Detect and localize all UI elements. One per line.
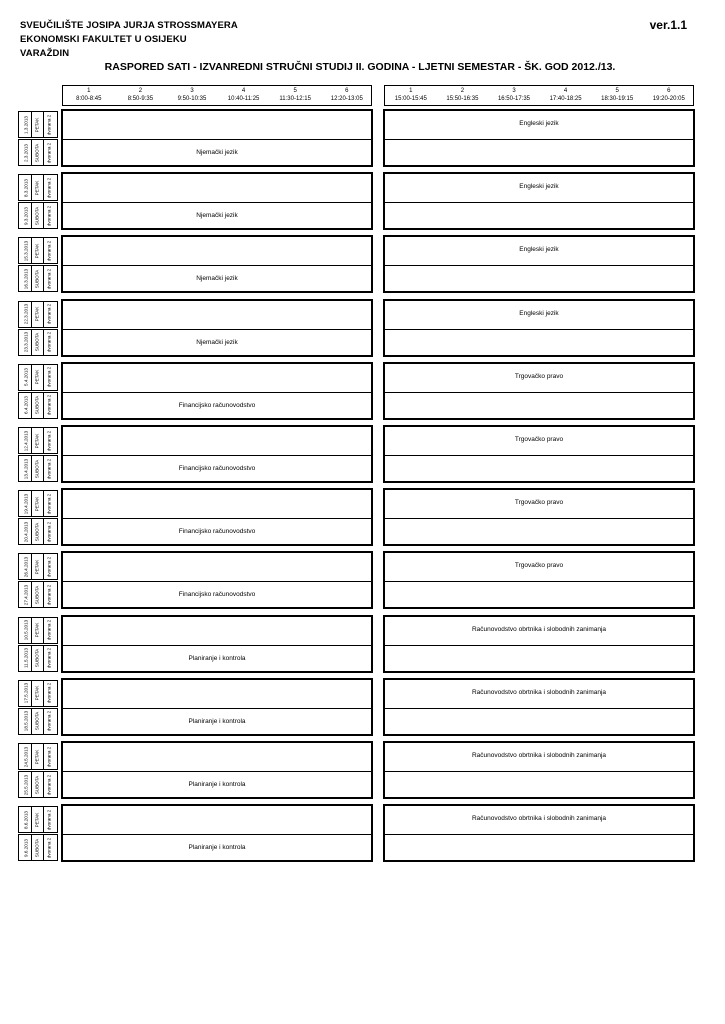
time-slot bbox=[437, 87, 489, 103]
label-divider bbox=[31, 519, 32, 544]
friday-subject: Računovodstvo obrtnika i slobodnih zanimanja bbox=[471, 625, 607, 633]
day-divider bbox=[63, 392, 371, 393]
label-divider bbox=[43, 140, 44, 165]
day-divider bbox=[63, 834, 371, 835]
day-label: PETAK bbox=[34, 685, 40, 701]
room-label: dvorana 2 bbox=[46, 367, 52, 388]
time-slot-time: 9:50-10:35 bbox=[177, 96, 207, 102]
friday-subject: Računovodstvo obrtnika i slobodnih zanimanja bbox=[471, 815, 607, 823]
week-labels bbox=[18, 362, 58, 420]
afternoon-schedule bbox=[383, 172, 695, 230]
morning-schedule bbox=[61, 109, 373, 167]
week-row bbox=[18, 551, 694, 609]
day-divider bbox=[385, 202, 693, 203]
week-labels bbox=[18, 109, 58, 167]
time-slot-number: 6 bbox=[345, 88, 349, 94]
label-divider bbox=[31, 646, 32, 671]
day-divider bbox=[385, 708, 693, 709]
date-label: 8.6.2013 bbox=[23, 810, 29, 829]
label-divider bbox=[43, 393, 44, 418]
saturday-label bbox=[18, 265, 58, 292]
version-label: ver.1.1 bbox=[649, 18, 687, 32]
time-slot bbox=[63, 87, 115, 103]
saturday-subject: Financijsko računovodstvo bbox=[178, 528, 256, 536]
date-label: 2.3.2013 bbox=[23, 143, 29, 162]
date-label: 19.4.2013 bbox=[23, 493, 29, 514]
label-divider bbox=[31, 365, 32, 390]
time-slot-number: 1 bbox=[87, 88, 91, 94]
week-row bbox=[18, 425, 694, 483]
week-labels bbox=[18, 172, 58, 230]
label-divider bbox=[43, 582, 44, 607]
time-slot-number: 2 bbox=[138, 88, 143, 94]
label-divider bbox=[43, 772, 44, 797]
institution-city: VARAŽDIN bbox=[20, 48, 70, 59]
day-label: SUBOTA bbox=[34, 585, 40, 605]
time-slot-time: 18:30-19:15 bbox=[601, 96, 634, 102]
date-label: 1.3.2013 bbox=[23, 115, 29, 134]
room-label: dvorana 2 bbox=[46, 458, 52, 479]
afternoon-schedule bbox=[383, 425, 695, 483]
saturday-label bbox=[18, 329, 58, 356]
morning-schedule bbox=[61, 804, 373, 862]
day-label: PETAK bbox=[34, 749, 40, 764]
week-row bbox=[18, 235, 694, 293]
day-label: SUBOTA bbox=[34, 269, 40, 289]
day-divider bbox=[63, 265, 371, 266]
time-slot-time: 11:30-12:15 bbox=[279, 96, 311, 102]
afternoon-schedule bbox=[383, 299, 695, 357]
time-slot-number: 2 bbox=[460, 88, 465, 94]
day-divider bbox=[385, 581, 693, 582]
friday-subject: Engleski jezik bbox=[519, 183, 559, 191]
label-divider bbox=[31, 744, 32, 769]
date-label: 10.5.2013 bbox=[23, 619, 29, 641]
day-label: PETAK bbox=[34, 243, 40, 259]
day-label: PETAK bbox=[34, 117, 40, 132]
afternoon-schedule bbox=[383, 678, 695, 736]
room-label: dvorana 2 bbox=[46, 647, 52, 669]
date-label: 13.4.2013 bbox=[23, 458, 29, 479]
label-divider bbox=[43, 330, 44, 355]
day-divider bbox=[385, 392, 693, 393]
friday-subject: Engleski jezik bbox=[519, 309, 559, 317]
time-slot bbox=[540, 87, 592, 103]
saturday-subject: Njemački jezik bbox=[196, 212, 238, 220]
day-divider bbox=[63, 202, 371, 203]
date-label: 22.3.2013 bbox=[23, 303, 29, 325]
day-label: PETAK bbox=[34, 306, 40, 322]
week-labels bbox=[18, 678, 58, 736]
week-row bbox=[18, 615, 694, 673]
friday-label bbox=[18, 174, 58, 201]
day-label: PETAK bbox=[34, 812, 40, 828]
label-divider bbox=[31, 807, 32, 832]
saturday-subject: Njemački jezik bbox=[196, 275, 238, 283]
label-divider bbox=[31, 618, 32, 643]
friday-subject: Trgovačko pravo bbox=[514, 372, 564, 380]
date-label: 16.3.2013 bbox=[23, 268, 29, 290]
week-row bbox=[18, 172, 694, 230]
saturday-subject: Financijsko računovodstvo bbox=[178, 591, 256, 599]
day-label: PETAK bbox=[34, 622, 40, 638]
saturday-label bbox=[18, 708, 58, 735]
time-slot-time: 8:00-8:45 bbox=[76, 96, 102, 102]
label-divider bbox=[31, 203, 32, 228]
afternoon-schedule bbox=[383, 741, 695, 799]
day-label: PETAK bbox=[34, 559, 40, 575]
label-divider bbox=[31, 112, 32, 137]
day-divider bbox=[63, 139, 371, 140]
week-row bbox=[18, 741, 694, 799]
time-slot-number: 3 bbox=[190, 88, 194, 94]
time-slot bbox=[385, 87, 437, 103]
day-divider bbox=[63, 708, 371, 709]
afternoon-time-slots bbox=[384, 85, 694, 106]
day-label: PETAK bbox=[34, 369, 40, 385]
day-label: SUBOTA bbox=[34, 143, 40, 162]
week-labels bbox=[18, 615, 58, 673]
friday-label bbox=[18, 111, 58, 138]
morning-schedule bbox=[61, 551, 373, 609]
label-divider bbox=[43, 554, 44, 579]
saturday-label bbox=[18, 202, 58, 229]
room-label: dvorana 2 bbox=[46, 430, 52, 451]
week-row bbox=[18, 804, 694, 862]
label-divider bbox=[31, 554, 32, 579]
time-slot-number: 3 bbox=[512, 88, 516, 94]
saturday-label bbox=[18, 392, 58, 419]
week-labels bbox=[18, 425, 58, 483]
label-divider bbox=[31, 330, 32, 355]
label-divider bbox=[43, 238, 44, 263]
friday-label bbox=[18, 237, 58, 264]
date-label: 26.4.2013 bbox=[23, 556, 29, 578]
morning-schedule bbox=[61, 235, 373, 293]
room-label: dvorana 2 bbox=[46, 837, 52, 858]
saturday-subject: Planiranje i kontrola bbox=[188, 654, 246, 662]
room-label: dvorana 2 bbox=[46, 331, 52, 353]
label-divider bbox=[43, 203, 44, 228]
day-divider bbox=[385, 329, 693, 330]
day-label: SUBOTA bbox=[34, 396, 40, 415]
friday-label bbox=[18, 617, 58, 644]
day-label: SUBOTA bbox=[34, 522, 40, 541]
morning-schedule bbox=[61, 362, 373, 420]
friday-subject: Engleski jezik bbox=[519, 120, 559, 127]
day-divider bbox=[385, 455, 693, 456]
friday-label bbox=[18, 490, 58, 517]
label-divider bbox=[31, 428, 32, 453]
label-divider bbox=[31, 491, 32, 516]
week-labels bbox=[18, 804, 58, 862]
week-row bbox=[18, 299, 694, 357]
day-label: SUBOTA bbox=[34, 206, 40, 225]
room-label: dvorana 2 bbox=[46, 114, 52, 135]
saturday-subject: Planiranje i kontrola bbox=[188, 717, 246, 725]
saturday-subject: Planiranje i kontrola bbox=[188, 844, 246, 852]
afternoon-schedule bbox=[383, 362, 695, 420]
friday-subject: Trgovačko pravo bbox=[514, 436, 564, 443]
time-slot bbox=[321, 87, 373, 103]
time-slot-time: 17:40-18:25 bbox=[549, 96, 582, 102]
day-divider bbox=[385, 265, 693, 266]
friday-label bbox=[18, 364, 58, 391]
date-label: 8.3.2013 bbox=[23, 178, 29, 197]
morning-schedule bbox=[61, 678, 373, 736]
time-slot-number: 1 bbox=[409, 88, 413, 94]
date-label: 18.5.2013 bbox=[23, 711, 29, 732]
day-label: SUBOTA bbox=[34, 648, 40, 668]
label-divider bbox=[43, 302, 44, 327]
afternoon-schedule bbox=[383, 551, 695, 609]
afternoon-schedule bbox=[383, 235, 695, 293]
label-divider bbox=[43, 365, 44, 390]
time-slot bbox=[115, 87, 167, 103]
week-labels bbox=[18, 551, 58, 609]
page-title: RASPORED SATI - IZVANREDNI STRUČNI STUDIJ II. GODINA - LJETNI SEMESTAR - ŠK. GOD 2012./13. bbox=[104, 61, 616, 73]
time-slot-time: 8:50-9:35 bbox=[127, 96, 154, 102]
label-divider bbox=[31, 266, 32, 291]
label-divider bbox=[43, 709, 44, 734]
label-divider bbox=[31, 238, 32, 263]
date-label: 9.3.2013 bbox=[23, 206, 29, 225]
room-label: dvorana 2 bbox=[46, 205, 52, 226]
day-divider bbox=[63, 518, 371, 519]
room-label: dvorana 2 bbox=[46, 683, 52, 704]
label-divider bbox=[31, 582, 32, 607]
time-slot-time: 15:50-16:35 bbox=[446, 96, 479, 102]
day-divider bbox=[385, 139, 693, 140]
friday-label bbox=[18, 680, 58, 707]
morning-schedule bbox=[61, 425, 373, 483]
label-divider bbox=[43, 681, 44, 706]
time-slot-number: 4 bbox=[241, 88, 246, 94]
day-label: SUBOTA bbox=[34, 712, 40, 731]
date-label: 15.3.2013 bbox=[23, 240, 29, 262]
label-divider bbox=[43, 519, 44, 544]
day-divider bbox=[385, 771, 693, 772]
day-divider bbox=[63, 581, 371, 582]
saturday-label bbox=[18, 834, 58, 861]
label-divider bbox=[31, 140, 32, 165]
saturday-label bbox=[18, 139, 58, 166]
day-divider bbox=[63, 645, 371, 646]
morning-time-slots bbox=[62, 85, 372, 106]
date-label: 9.6.2013 bbox=[23, 838, 29, 857]
time-slot-number: 5 bbox=[615, 88, 619, 94]
day-divider bbox=[385, 518, 693, 519]
label-divider bbox=[31, 709, 32, 734]
friday-subject: Trgovačko pravo bbox=[514, 562, 564, 570]
friday-label bbox=[18, 301, 58, 328]
label-divider bbox=[43, 175, 44, 200]
room-label: dvorana 2 bbox=[46, 177, 52, 198]
label-divider bbox=[31, 302, 32, 327]
room-label: dvorana 2 bbox=[46, 774, 52, 795]
time-slot-number: 6 bbox=[667, 88, 671, 94]
day-divider bbox=[63, 771, 371, 772]
label-divider bbox=[31, 835, 32, 860]
friday-label bbox=[18, 553, 58, 580]
date-label: 27.4.2013 bbox=[23, 584, 29, 606]
institution-university: SVEUČILIŠTE JOSIPA JURJA STROSSMAYERA bbox=[20, 20, 238, 31]
morning-schedule bbox=[61, 741, 373, 799]
room-label: dvorana 2 bbox=[46, 711, 52, 732]
time-slot bbox=[488, 87, 540, 103]
saturday-label bbox=[18, 581, 58, 608]
time-slot-number: 4 bbox=[563, 88, 568, 94]
saturday-subject: Financijsko računovodstvo bbox=[178, 401, 256, 409]
time-slot bbox=[643, 87, 695, 103]
date-label: 24.5.2013 bbox=[23, 746, 29, 767]
date-label: 25.5.2013 bbox=[23, 774, 29, 795]
room-label: dvorana 2 bbox=[46, 142, 52, 163]
room-label: dvorana 2 bbox=[46, 521, 52, 542]
time-slot-time: 19:20-20:05 bbox=[652, 96, 685, 102]
week-labels bbox=[18, 235, 58, 293]
label-divider bbox=[43, 112, 44, 137]
label-divider bbox=[43, 646, 44, 671]
day-label: PETAK bbox=[34, 433, 40, 448]
label-divider bbox=[31, 772, 32, 797]
friday-subject: Računovodstvo obrtnika i slobodnih zanimanja bbox=[471, 752, 607, 759]
time-slot bbox=[269, 87, 321, 103]
friday-label bbox=[18, 806, 58, 833]
week-labels bbox=[18, 488, 58, 546]
day-label: SUBOTA bbox=[34, 459, 40, 478]
time-slot-time: 15:00-15:45 bbox=[394, 96, 427, 102]
time-slot bbox=[218, 87, 270, 103]
week-row bbox=[18, 109, 694, 167]
saturday-subject: Njemački jezik bbox=[196, 149, 238, 156]
day-divider bbox=[63, 455, 371, 456]
label-divider bbox=[43, 428, 44, 453]
room-label: dvorana 2 bbox=[46, 556, 52, 578]
room-label: dvorana 2 bbox=[46, 240, 52, 262]
day-label: SUBOTA bbox=[34, 775, 40, 794]
day-divider bbox=[385, 834, 693, 835]
friday-subject: Trgovačko pravo bbox=[514, 499, 564, 507]
afternoon-schedule bbox=[383, 488, 695, 546]
morning-schedule bbox=[61, 488, 373, 546]
week-labels bbox=[18, 741, 58, 799]
label-divider bbox=[31, 681, 32, 706]
label-divider bbox=[43, 807, 44, 832]
room-label: dvorana 2 bbox=[46, 619, 52, 641]
time-slot-time: 12:20-13:05 bbox=[330, 96, 363, 102]
date-label: 5.4.2013 bbox=[23, 368, 29, 387]
date-label: 23.3.2013 bbox=[23, 331, 29, 353]
room-label: dvorana 2 bbox=[46, 268, 52, 290]
morning-schedule bbox=[61, 172, 373, 230]
date-label: 12.4.2013 bbox=[23, 430, 29, 451]
label-divider bbox=[43, 491, 44, 516]
label-divider bbox=[31, 393, 32, 418]
morning-schedule bbox=[61, 615, 373, 673]
room-label: dvorana 2 bbox=[46, 395, 52, 416]
time-slot-number: 5 bbox=[293, 88, 297, 94]
friday-label bbox=[18, 427, 58, 454]
institution-faculty: EKONOMSKI FAKULTET U OSIJEKU bbox=[20, 34, 187, 45]
week-row bbox=[18, 678, 694, 736]
afternoon-schedule bbox=[383, 804, 695, 862]
label-divider bbox=[43, 456, 44, 481]
day-label: SUBOTA bbox=[34, 838, 40, 857]
afternoon-schedule bbox=[383, 109, 695, 167]
date-label: 20.4.2013 bbox=[23, 521, 29, 542]
day-divider bbox=[63, 329, 371, 330]
friday-subject: Računovodstvo obrtnika i slobodnih zanimanja bbox=[471, 688, 607, 696]
label-divider bbox=[43, 744, 44, 769]
date-label: 11.5.2013 bbox=[23, 648, 29, 669]
date-label: 17.5.2013 bbox=[23, 683, 29, 704]
label-divider bbox=[31, 175, 32, 200]
time-slot bbox=[591, 87, 643, 103]
saturday-subject: Financijsko računovodstvo bbox=[178, 465, 256, 472]
saturday-subject: Njemački jezik bbox=[196, 338, 238, 346]
label-divider bbox=[43, 835, 44, 860]
saturday-label bbox=[18, 771, 58, 798]
week-row bbox=[18, 488, 694, 546]
saturday-subject: Planiranje i kontrola bbox=[188, 781, 246, 788]
room-label: dvorana 2 bbox=[46, 746, 52, 767]
saturday-label bbox=[18, 518, 58, 545]
saturday-label bbox=[18, 645, 58, 672]
room-label: dvorana 2 bbox=[46, 303, 52, 325]
day-label: PETAK bbox=[34, 496, 40, 512]
room-label: dvorana 2 bbox=[46, 584, 52, 606]
morning-schedule bbox=[61, 299, 373, 357]
week-labels bbox=[18, 299, 58, 357]
time-slot bbox=[166, 87, 218, 103]
time-slot-time: 10:40-11:25 bbox=[227, 96, 260, 102]
day-label: PETAK bbox=[34, 180, 40, 196]
week-row bbox=[18, 362, 694, 420]
day-divider bbox=[385, 645, 693, 646]
friday-label bbox=[18, 743, 58, 770]
label-divider bbox=[31, 456, 32, 481]
day-label: SUBOTA bbox=[34, 332, 40, 352]
label-divider bbox=[43, 266, 44, 291]
time-slot-time: 16:50-17:35 bbox=[497, 96, 530, 102]
label-divider bbox=[43, 618, 44, 643]
room-label: dvorana 2 bbox=[46, 809, 52, 830]
room-label: dvorana 2 bbox=[46, 493, 52, 514]
friday-subject: Engleski jezik bbox=[519, 246, 559, 254]
date-label: 6.4.2013 bbox=[23, 396, 29, 415]
afternoon-schedule bbox=[383, 615, 695, 673]
saturday-label bbox=[18, 455, 58, 482]
